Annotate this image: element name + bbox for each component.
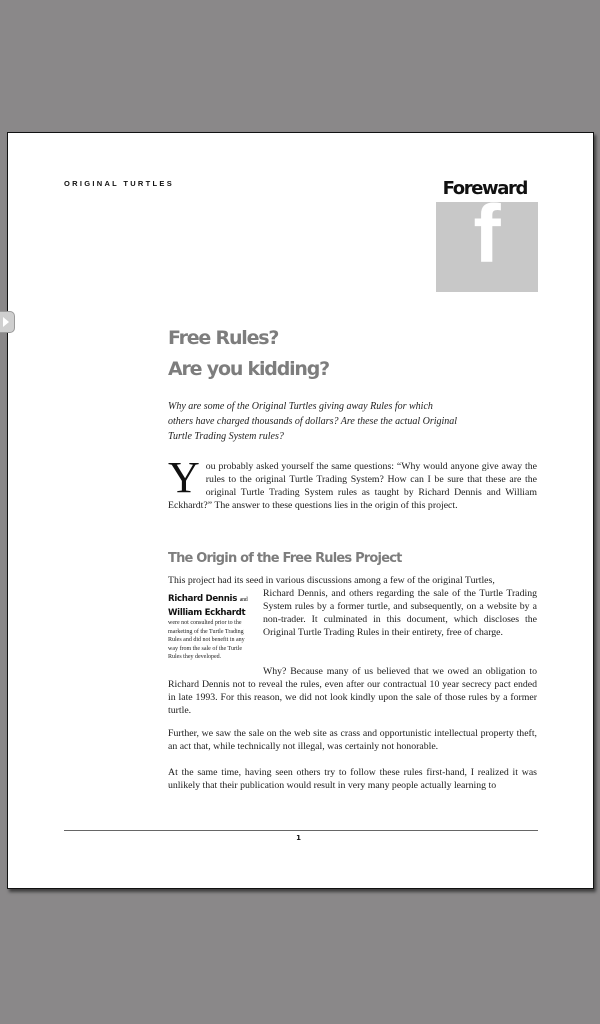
paragraph-2-continuation: Why? Because many of us believed that we owed an obligation to Richard Dennis not to reveal the rules, even after our contractual 10 year secrecy pact ended in late 1993. For this reason, we did not look kindly upon the sale of those rules by a former turtle. (168, 666, 537, 716)
intro-text: Why are some of the Original Turtles giving away Rules for which others have charged thousands of dollars? Are these the actual Original Turtle Trading System rules? (168, 401, 458, 442)
sidenote-and: and (239, 597, 248, 603)
page-title (168, 323, 329, 385)
paragraph-1 (168, 453, 537, 512)
chevron-right-icon (3, 317, 9, 327)
sidenote-text: were not consulted prior to the marketing of the Turtle Trading Rules and did not benefit in any way from the sale of the Turtle Rules they developed. (168, 620, 245, 660)
chapter-letter: f (473, 189, 501, 280)
sidenote-name-1: Richard Dennis (168, 594, 238, 604)
paragraph-1-text: ou probably asked yourself the same questions: “Why would anyone give away the rules to the original Turtle Trading System? How can I be sure that these are the original Turtle Trading System rules as taught by Richard Dennis and William Eckhardt?” The answer to these questions lies in the origin of this project. (168, 461, 537, 511)
title-line-1: Free Rules? (168, 327, 279, 349)
chapter-box (436, 178, 538, 292)
chapter-label: Foreward (436, 178, 538, 202)
page-number: 1 (296, 834, 301, 842)
drop-cap: Y (168, 453, 200, 502)
paragraph-2-right-column: Richard Dennis, and others regarding the sale of the Turtle Trading System rules by a former turtle, and subsequently, on a website by a non-trader. It culminated in this document, which discloses the Original Turtle Trading Rules in their entirety, free of charge. (263, 588, 537, 638)
sidenote (168, 593, 252, 662)
running-head: ORIGINAL TURTLES (64, 179, 174, 188)
paragraph-2-line-1: This project had its seed in various discussions among a few of the original Turtles, (168, 575, 495, 586)
sidenote-name-2: William Eckhardt (168, 607, 246, 618)
title-line-2: Are you kidding? (168, 358, 329, 380)
document-page (7, 132, 594, 889)
footer-rule (64, 830, 538, 831)
side-panel-toggle[interactable] (0, 311, 15, 333)
paragraph-3: Further, we saw the sale on the web site as crass and opportunistic intellectual property theft, an act that, while technically not illegal, was certainly not honorable. (168, 728, 537, 752)
section-heading: The Origin of the Free Rules Project (168, 551, 402, 566)
paragraph-4: At the same time, having seen others try to follow these rules first-hand, I realized it was unlikely that their publication would result in very many people actually learning to (168, 767, 537, 791)
